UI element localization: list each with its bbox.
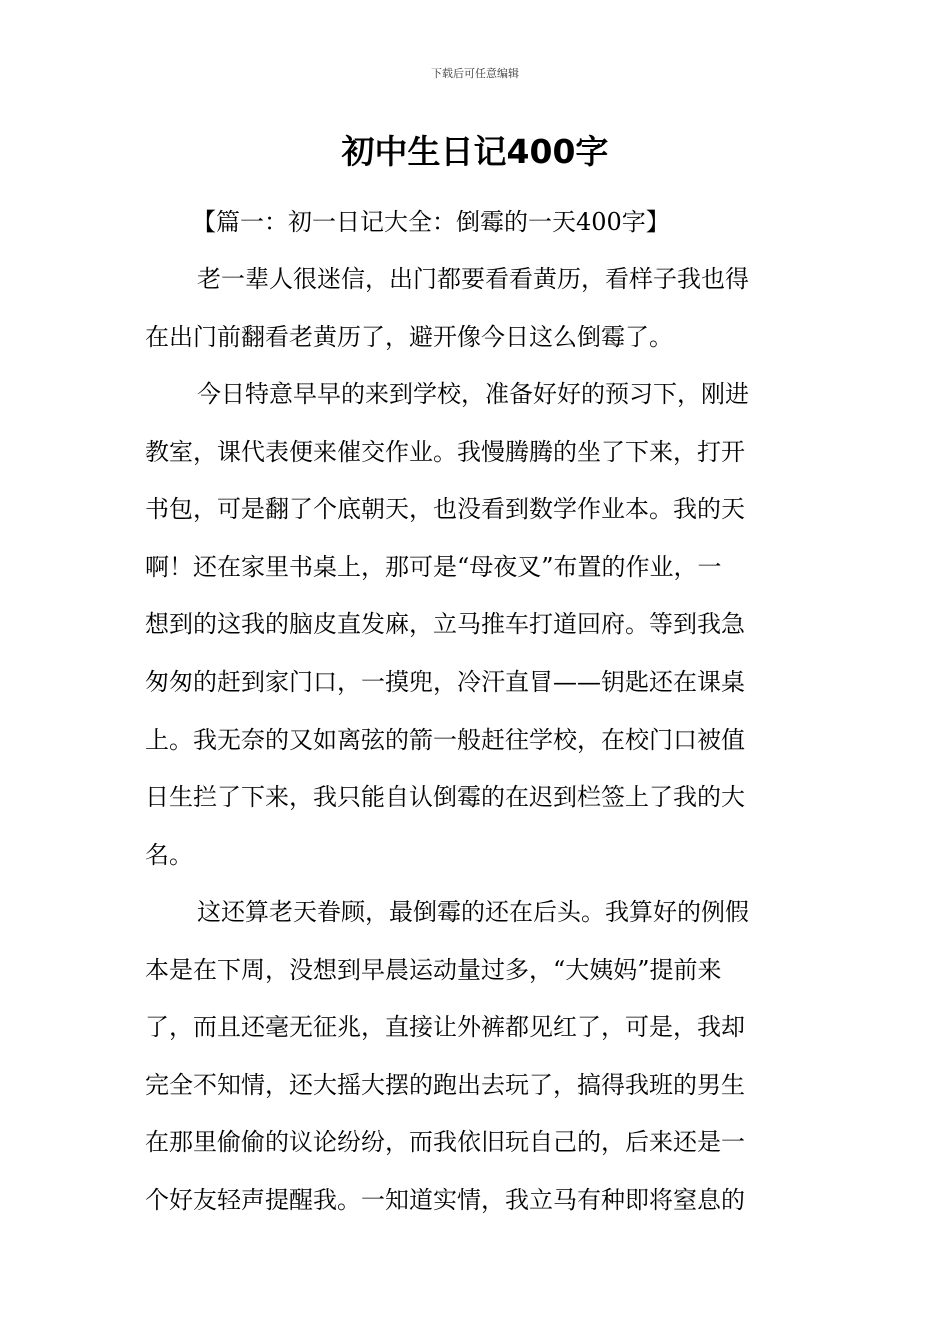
paragraph-line: 本是在下周，没想到早晨运动量过多，“大姨妈”提前来 bbox=[145, 955, 722, 984]
paragraph-line: 日生拦了下来，我只能自认倒霉的在迟到栏签上了我的大 bbox=[145, 783, 745, 812]
paragraph-line: 今日特意早早的来到学校，准备好好的预习下，刚进 bbox=[197, 380, 749, 408]
header-note: 下载后可任意编辑 bbox=[431, 67, 519, 80]
paragraph-line: 这还算老天眷顾，最倒霉的还在后头。我算好的例假 bbox=[197, 898, 749, 926]
paragraph-line: 书包，可是翻了个底朝天，也没看到数学作业本。我的天 bbox=[145, 495, 745, 524]
paragraph-2 bbox=[145, 366, 805, 884]
paragraph-line: 名。 bbox=[145, 840, 193, 869]
paragraph-3 bbox=[145, 884, 805, 1230]
paragraph-line: 啊！还在家里书桌上，那可是“母夜叉”布置的作业，一 bbox=[145, 552, 722, 581]
paragraph-line: 上。我无奈的又如离弦的箭一般赶往学校，在校门口被值 bbox=[145, 725, 745, 754]
paragraph-line: 匆匆的赶到家门口，一摸兜，冷汗直冒——钥匙还在课桌 bbox=[145, 667, 745, 696]
section-heading: 【篇一：初一日记大全：倒霉的一天400字】 bbox=[192, 208, 670, 236]
document-title: 初中生日记400字 bbox=[341, 132, 609, 171]
paragraph-line: 在那里偷偷的议论纷纷，而我依旧玩自己的，后来还是一 bbox=[145, 1128, 745, 1157]
paragraph-line: 想到的这我的脑皮直发麻，立马推车打道回府。等到我急 bbox=[145, 610, 745, 639]
paragraph-line: 老一辈人很迷信，出门都要看看黄历，看样子我也得 bbox=[197, 265, 749, 293]
paragraph-line: 教室，课代表便来催交作业。我慢腾腾的坐了下来，打开 bbox=[145, 437, 745, 466]
paragraph-line: 完全不知情，还大摇大摆的跑出去玩了，搞得我班的男生 bbox=[145, 1070, 745, 1099]
paragraph-1 bbox=[145, 251, 805, 366]
paragraph-line: 了，而且还毫无征兆，直接让外裤都见红了，可是，我却 bbox=[145, 1013, 745, 1042]
paragraph-line: 个好友轻声提醒我。一知道实情，我立马有种即将窒息的 bbox=[145, 1185, 745, 1214]
paragraph-line: 在出门前翻看老黄历了，避开像今日这么倒霉了。 bbox=[145, 322, 673, 351]
